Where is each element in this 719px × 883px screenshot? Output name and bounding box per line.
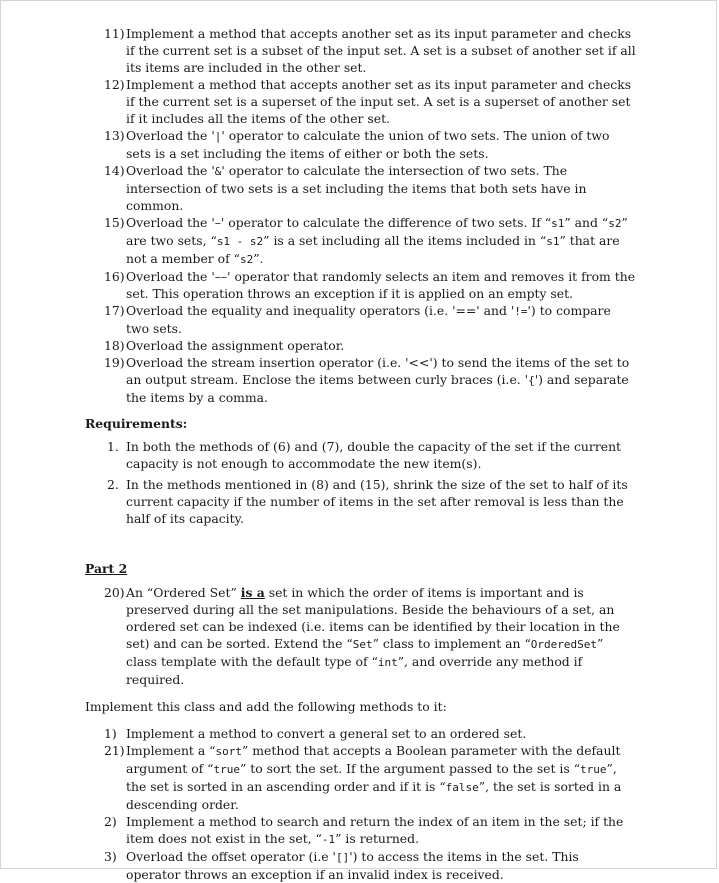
list-item: 12) Implement a method that accepts another set as its input parameter and checks if the current set is a superset of the input set. A set is a superset of another set if it includes all the items of the other set. — [104, 77, 632, 126]
ordered-set-method-list — [1, 725, 719, 883]
list-item: 17) Overload the equality and inequality operators (i.e. '==' and '!=') to compare two sets. — [104, 303, 611, 336]
list-item: 1. In both the methods of (6) and (7), double the capacity of the set if the current capacity is not enough to accommodate the new item(s). — [107, 439, 622, 471]
list-item: 2. In the methods mentioned in (8) and (15), shrink the size of the set to half of its current capacity if the number of items in the set after removal is less than the half of its capacity. — [107, 477, 628, 526]
list-item: 11) Implement a method that accepts another set as its input parameter and checks if the current set is a subset of the input set. A set is a subset of another set if all its items are included in the other set. — [104, 26, 636, 75]
method-list — [1, 25, 719, 406]
list-item: 1) Implement a method to convert a general set to an ordered set. — [104, 726, 527, 741]
part2-heading: Part 2 — [85, 561, 128, 576]
requirements-list — [1, 438, 719, 527]
list-item: 3) Overload the offset operator (i.e '[]') to access the items in the set. This operator throws an exception if an invalid index is received. — [104, 849, 579, 882]
list-item: 21) Implement a “sort” method that accepts a Boolean parameter with the default argument of “true” to sort the set. If the argument passed to the set is “true”, the set is sorted in an ascending order and if it is “false”, the set is sorted in a descending order. — [104, 743, 622, 812]
list-item: 18) Overload the assignment operator. — [104, 338, 345, 353]
list-item: 15) Overload the '–' operator to calculate the difference of two sets. If “s1” and “s2” are two sets, “s1 - s2” is a set including all the items included in “s1” that are not a member of “s2”. — [104, 215, 628, 266]
list-item: 19) Overload the stream insertion operator (i.e. '<<') to send the items of the set to an output stream. Enclose the items between curly braces (i.e. '{') and separate the items by a comma. — [104, 355, 630, 405]
requirements-heading: Requirements: — [85, 416, 188, 431]
list-item: 13) Overload the '|' operator to calculate the union of two sets. The union of two sets is a set including the items of either or both the sets. — [104, 128, 610, 161]
document-body — [1, 25, 719, 883]
list-item: 16) Overload the '––' operator that randomly selects an item and removes it from the set. This operation throws an exception if it is applied on an empty set. — [104, 269, 636, 301]
list-item: 20) An “Ordered Set” is a set in which the order of items is important and is preserved during all the set manipulations. Beside the behaviours of a set, an ordered set can be indexed (i.e. items can be identified by their location in the set) and can be sorted. Extend the “Set” class to implement an “OrderedSet” class template with the default type of “int”, and override any method if required. — [104, 585, 620, 687]
list-item: 2) Implement a method to search and return the index of an item in the set; if the item does not exist in the set, “-1” is returned. — [104, 814, 624, 846]
implement-paragraph: Implement this class and add the following methods to it: — [85, 699, 447, 714]
list-item: 14) Overload the '&' operator to calculate the intersection of two sets. The intersection of two sets is a set including the items that both sets have in common. — [104, 163, 587, 213]
